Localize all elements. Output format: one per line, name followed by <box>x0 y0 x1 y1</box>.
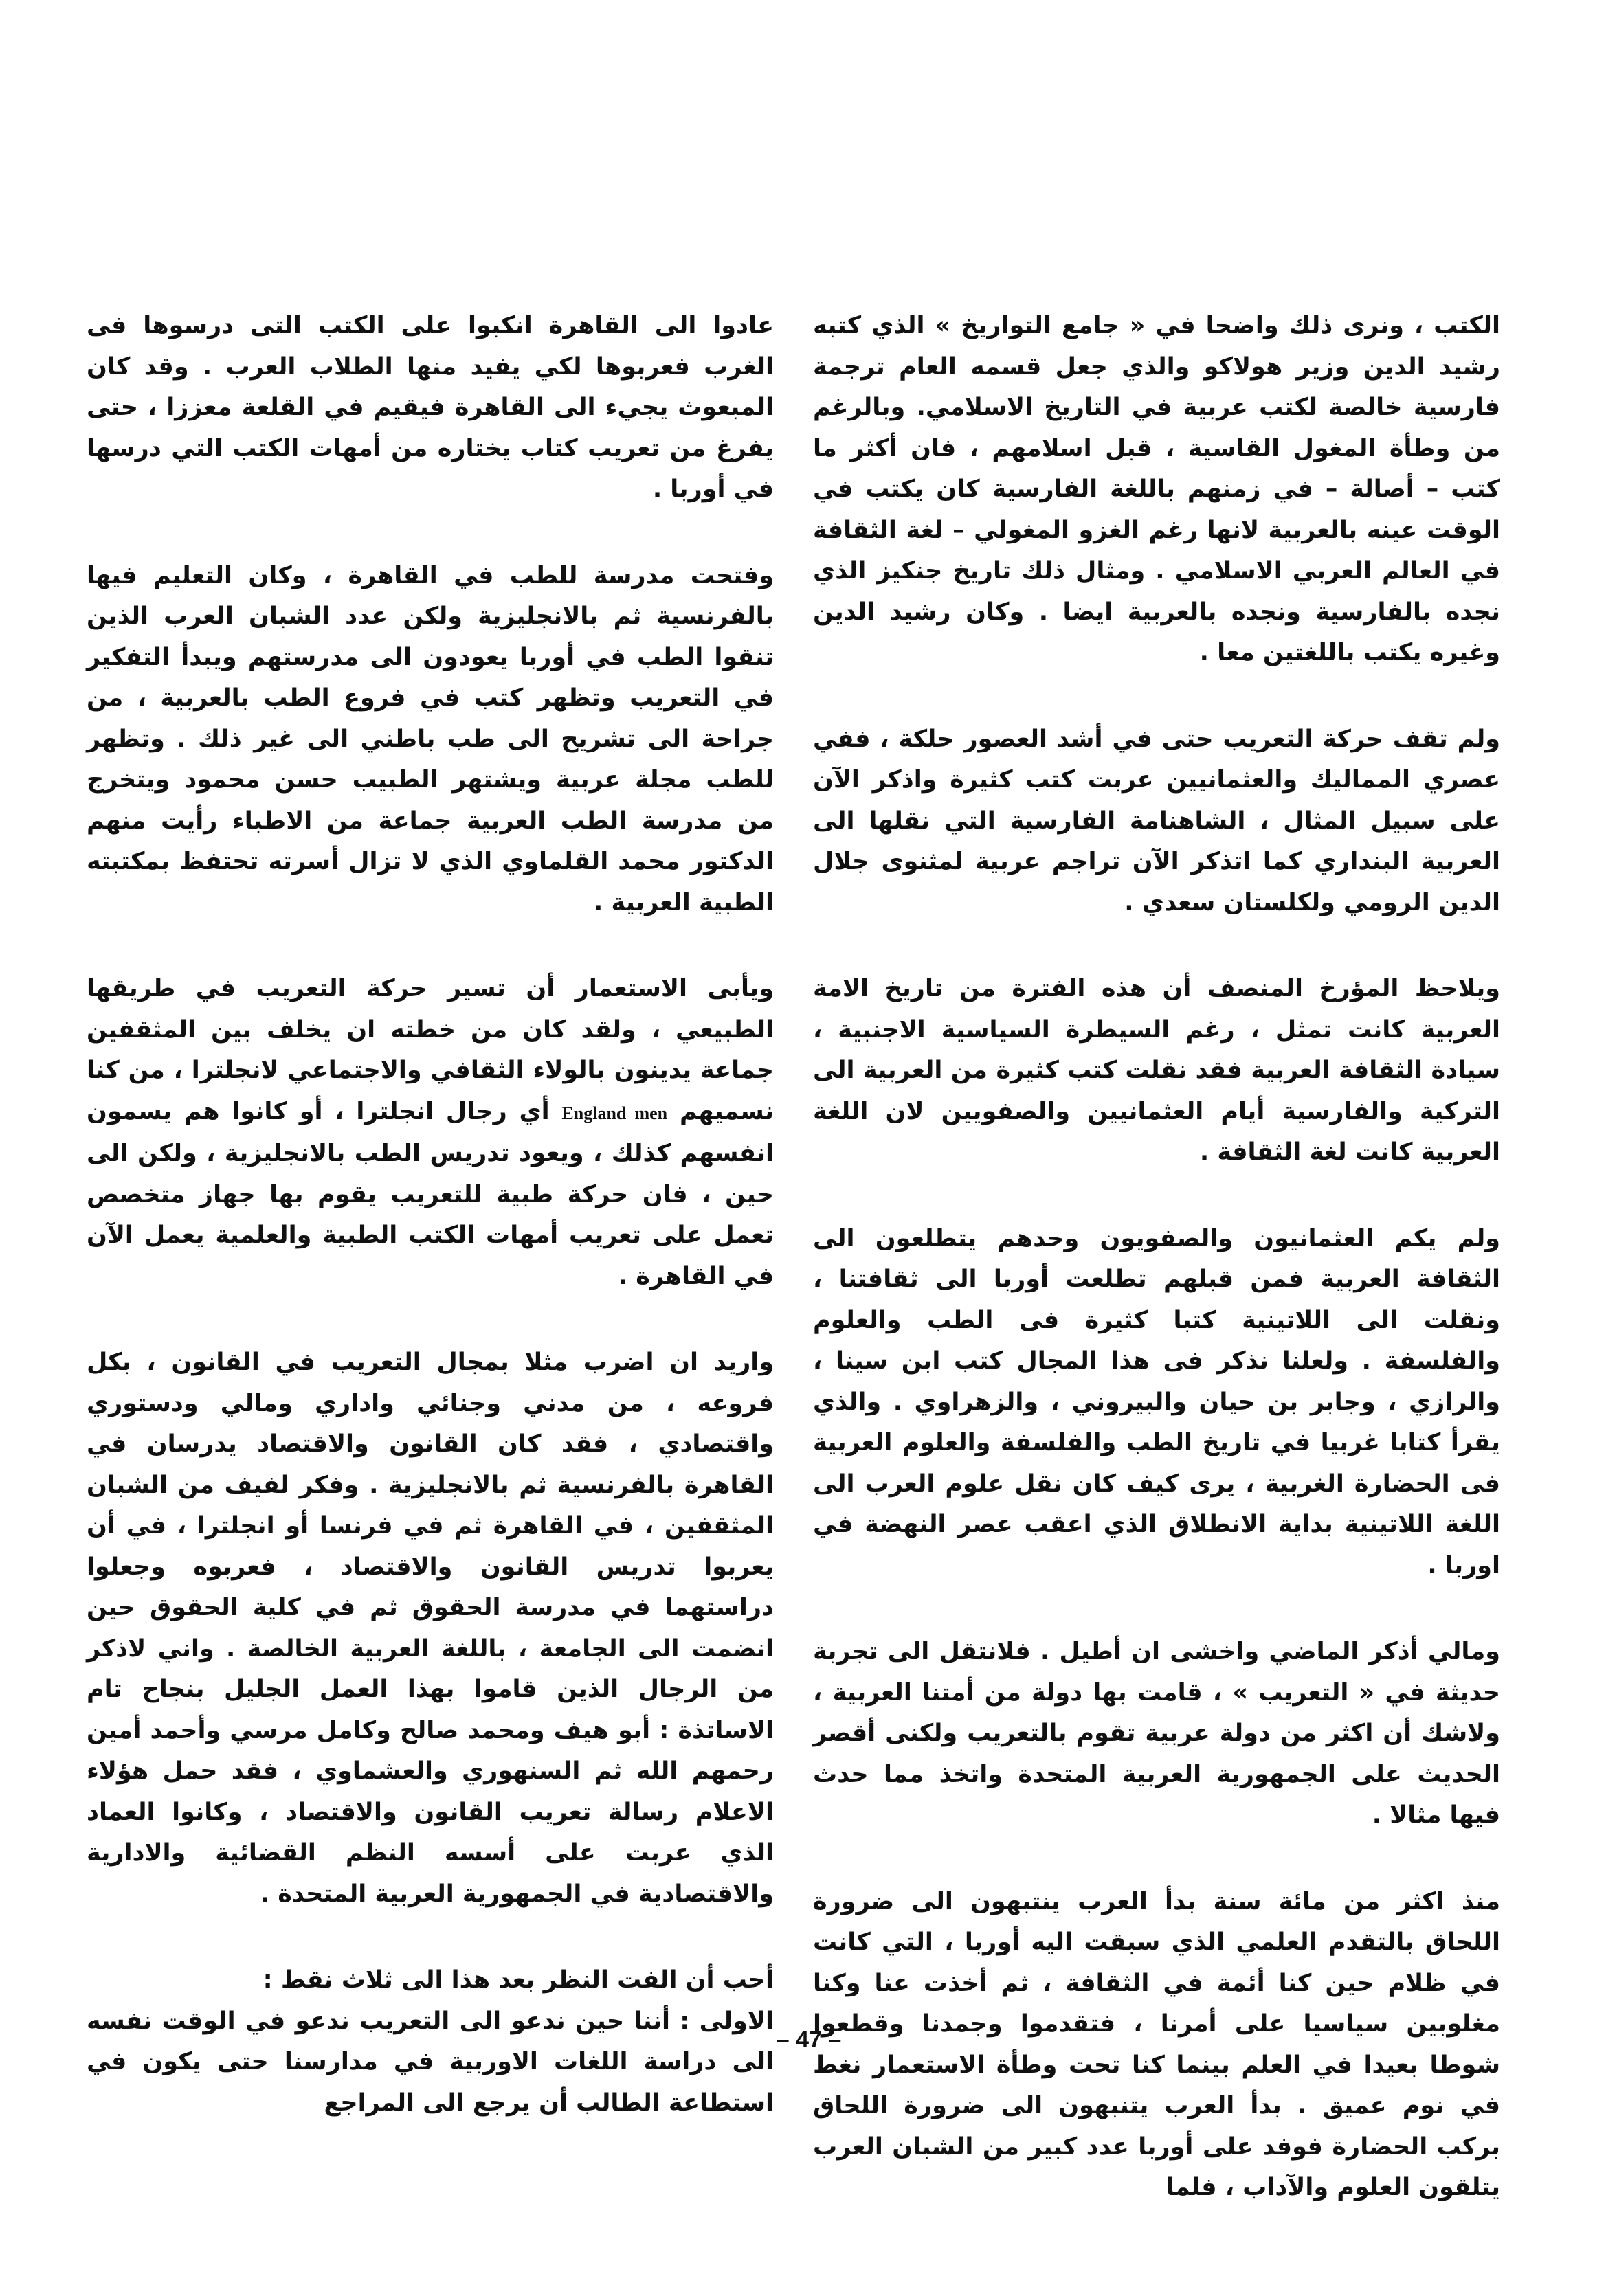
paragraph: ولم يكم العثمانيون والصفويون وحدهم يتطلعون الى الثقافة العربية فمن قبلهم تطلعت أوربا الى ثقافتنا ، ونقلت الى اللاتينية كتبا كثيرة فى الطب والعلوم والفلسفة . ولعلنا نذكر فى هذا المجال كتب ابن سينا ، والرازي ، وجابر بن حيان والبيروني ، والزهراوي . والذي يقرأ كتابا غربيا في تاريخ الطب والفلسفة والعلوم العربية فى الحضارة الغربية ، يرى كيف كان نقل علوم العرب الى اللغة اللاتينية بداية الانطلاق الذي اعقب عصر النهضة في اوربا . <box>813 1224 1500 1579</box>
paragraph: ويلاحظ المؤرخ المنصف أن هذه الفترة من تاريخ الامة العربية كانت تمثل ، رغم السيطرة السياسية الاجنبية ، سيادة الثقافة العربية فقد نقلت كتب كثيرة من العربية الى التركية والفارسية أيام العثمانيين والصفويين لان اللغة العربية كانت لغة الثقافة . <box>813 975 1500 1166</box>
paragraph: ولم تقف حركة التعريب حتى في أشد العصور حلكة ، ففي عصري المماليك والعثمانيين عربت كتب كثيرة واذكر الآن على سبيل المثال ، الشاهنامة الفارسية التي نقلها الى العربية البنداري كما اتذكر الآن تراجم عربية لمثنوى جلال الدين الرومي ولكلستان سعدي . <box>813 725 1500 916</box>
latin-phrase: England men <box>561 1103 668 1123</box>
paragraph: عادوا الى القاهرة انكبوا على الكتب التى درسوها فى الغرب فعربوها لكي يفيد منها الطلاب العرب . وقد كان المبعوث يجيء الى القاهرة فيقيم في القلعة معززا ، حتى يفرغ من تعريب كتاب يختاره من أمهات الكتب التي درسها في أوربا . <box>87 312 774 503</box>
paragraph: واريد ان اضرب مثلا بمجال التعريب في القانون ، بكل فروعه ، من مدني وجنائي واداري ومالي ودستوري واقتصادي ، فقد كان القانون والاقتصاد يدرسان في القاهرة بالفرنسية ثم بالانجليزية . وفكر لفيف من الشبان المثقفين ، في القاهرة ثم في فرنسا أو انجلترا ، في أن يعربوا تدريس القانون والاقتصاد ، فعربوه وجعلوا دراستهما في مدرسة الحقوق ثم في كلية الحقوق حين انضمت الى الجامعة ، باللغة العربية الخالصة . واني لاذكر من الرجال الذين قاموا بهذا العمل الجليل بنجاح تام الاساتذة : أبو هيف ومحمد صالح وكامل مرسي وأحمد أمين رحمهم الله ثم السنهوري والعشماوي ، فقد حمل هؤلاء الاعلام رسالة تعريب القانون والاقتصاد ، وكانوا العماد الذي عربت على أسسه النظم القضائية والادارية والاقتصادية في الجمهورية العربية المتحدة . <box>87 1349 774 1908</box>
paragraph: ومالي أذكر الماضي واخشى ان أطيل . فلانتقل الى تجربة حديثة في « التعريب » ، قامت بها دولة من أمتنا العربية ، ولاشك أن اكثر من دولة عربية تقوم بالتعريب ولكنى أقصر الحديث على الجمهورية العربية المتحدة واتخذ مما حدث فيها مثالا . <box>813 1638 1500 1829</box>
page-number: – 47 – <box>776 2027 842 2053</box>
paragraph <box>87 969 774 1297</box>
paragraph-text: أي رجال انجلترا ، أو كانوا هم يسمون انفسهم كذلك ، ويعود تدريس الطب بالانجليزية ، ولكن الى حين ، فان حركة طبية للتعريب يقوم بها جهاز متخصص تعمل على تعريب أمهات الكتب الطبية والعلمية يعمل الآن في القاهرة . <box>87 1097 774 1290</box>
paragraph: الكتب ، ونرى ذلك واضحا في « جامع التواريخ » الذي كتبه رشيد الدين وزير هولاكو والذي جعل قسمه العام ترجمة فارسية خالصة لكتب عربية في التاريخ الاسلامي. وبالرغم من وطأة المغول القاسية ، قبل اسلامهم ، فان أكثر ما كتب – أصالة – في زمنهم باللغة الفارسية كان يكتب في الوقت عينه بالعربية لانها رغم الغزو المغولي – لغة الثقافة في العالم العربي الاسلامي . ومثال ذلك تاريخ جنكيز الذي نجده بالفارسية ونجده بالعربية ايضا . وكان رشيد الدين وغيره يكتب باللغتين معا . <box>813 312 1500 666</box>
paragraph: الاولى : أننا حين ندعو الى التعريب ندعو في الوقت نفسه الى دراسة اللغات الاوربية في مدارسنا حتى يكون في استطاعة الطالب أن يرجع الى المراجع <box>87 2007 774 2117</box>
paragraph-text: ويأبى الاستعمار أن تسير حركة التعريب في طريقها الطبيعي ، ولقد كان من خطته ان يخلف بين المثقفين جماعة يدينون بالولاء الثقافي والاجتماعي لانجلترا ، من كنا نسميهم <box>87 975 774 1125</box>
paragraph: منذ اكثر من مائة سنة بدأ العرب ينتبهون الى ضرورة اللحاق بالتقدم العلمي الذي سبقت اليه أوربا ، التي كانت في ظلام حين كنا أئمة في الثقافة ، ثم أخذت عنا وكنا مغلوبين سياسيا على أمرنا ، فتقدموا وجمدنا وقطعوا شوطا بعيدا في العلم بينما كنا تحت وطأة الاستعمار نغط في نوم عميق . بدأ العرب يتنبهون الى ضرورة اللحاق بركب الحضارة فوفد على أوربا عدد كبير من الشبان العرب يتلقون العلوم والآداب ، فلما <box>813 1887 1500 2201</box>
paragraph: وفتحت مدرسة للطب في القاهرة ، وكان التعليم فيها بالفرنسية ثم بالانجليزية ولكن عدد الشبان العرب الذين تنقوا الطب في أوربا يعودون الى مدرستهم ويبدأ التفكير في التعريب وتظهر كتب في فروع الطب بالعربية ، من جراحة الى تشريح الى طب باطني الى غير ذلك . وتظهر للطب مجلة عربية ويشتهر الطبيب حسن محمود ويتخرج من مدرسة الطب العربية جماعة من الاطباء رأيت منهم الدكتور محمد القلماوي الذي لا تزال أسرته تحتفظ بمكتبته الطبية العربية . <box>87 561 774 916</box>
left-column <box>87 306 774 2117</box>
right-column <box>813 306 1500 2201</box>
paragraph: أحب أن الفت النظر بعد هذا الى ثلاث نقط : <box>263 1966 774 1994</box>
